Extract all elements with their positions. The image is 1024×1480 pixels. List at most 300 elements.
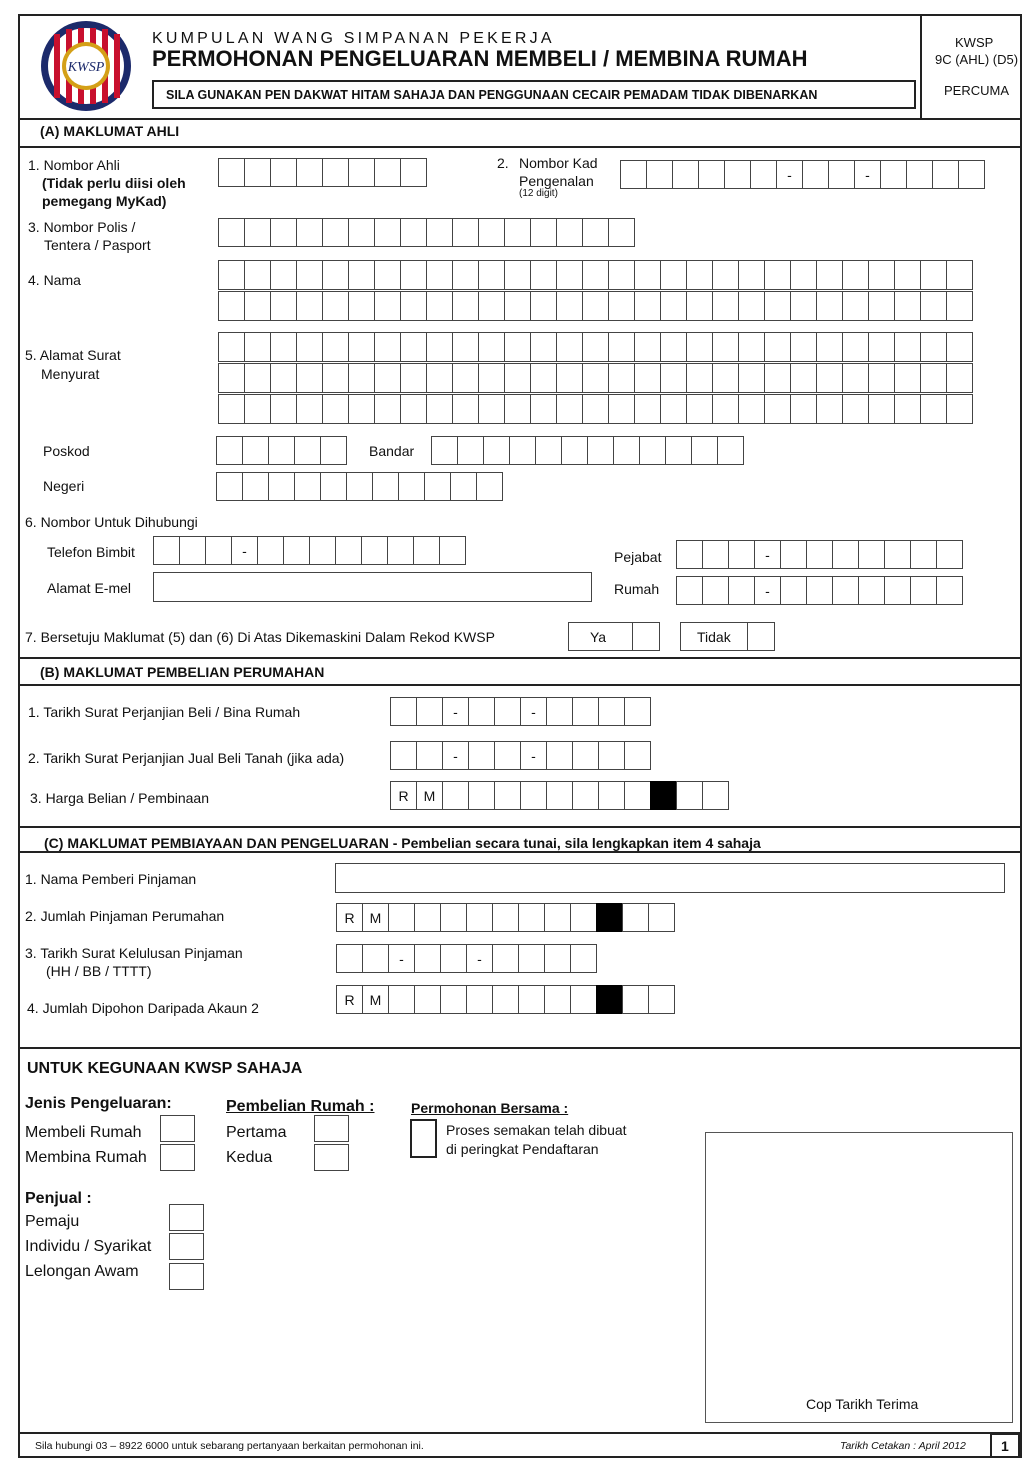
- char-cell[interactable]: [676, 576, 703, 605]
- char-cell[interactable]: [270, 363, 297, 393]
- char-cell[interactable]: [390, 741, 417, 770]
- char-cell[interactable]: [414, 985, 441, 1014]
- char-cell[interactable]: [218, 158, 245, 187]
- address-cells[interactable]: [218, 332, 972, 425]
- char-cell[interactable]: [294, 436, 321, 465]
- char-cell[interactable]: [468, 781, 495, 810]
- char-cell[interactable]: [374, 363, 401, 393]
- char-cell[interactable]: [738, 291, 765, 321]
- char-cell[interactable]: [320, 436, 347, 465]
- char-cell[interactable]: [932, 160, 959, 189]
- char-cell[interactable]: [452, 218, 479, 247]
- char-cell[interactable]: [322, 218, 349, 247]
- withdrawal-amount-cells[interactable]: [336, 985, 674, 1014]
- char-cell[interactable]: [790, 260, 817, 290]
- char-cell[interactable]: [598, 697, 625, 726]
- char-cell[interactable]: [816, 260, 843, 290]
- char-cell[interactable]: [561, 436, 588, 465]
- char-cell[interactable]: [450, 472, 477, 501]
- purchase-price-cells[interactable]: [390, 781, 728, 810]
- char-cell[interactable]: [530, 291, 557, 321]
- char-cell[interactable]: [400, 260, 427, 290]
- char-cell[interactable]: [660, 394, 687, 424]
- char-cell[interactable]: [634, 260, 661, 290]
- char-cell[interactable]: [920, 394, 947, 424]
- char-cell[interactable]: [686, 363, 713, 393]
- char-cell[interactable]: [622, 985, 649, 1014]
- char-cell[interactable]: [494, 781, 521, 810]
- char-cell[interactable]: [518, 944, 545, 973]
- purchase-agreement-date-cells[interactable]: [390, 697, 650, 726]
- char-cell[interactable]: [686, 260, 713, 290]
- char-cell[interactable]: [504, 332, 531, 362]
- char-cell[interactable]: [622, 903, 649, 932]
- char-cell[interactable]: [494, 697, 521, 726]
- char-cell[interactable]: [504, 291, 531, 321]
- char-cell[interactable]: [442, 781, 469, 810]
- char-cell[interactable]: [296, 291, 323, 321]
- char-cell[interactable]: [582, 260, 609, 290]
- char-cell[interactable]: [544, 985, 571, 1014]
- individual-company-checkbox[interactable]: [169, 1233, 204, 1260]
- char-cell[interactable]: [426, 363, 453, 393]
- char-cell[interactable]: [440, 985, 467, 1014]
- developer-checkbox[interactable]: [169, 1204, 204, 1231]
- char-cell[interactable]: [676, 540, 703, 569]
- char-cell[interactable]: [374, 332, 401, 362]
- char-cell[interactable]: [598, 741, 625, 770]
- char-cell[interactable]: [608, 260, 635, 290]
- char-cell[interactable]: [322, 363, 349, 393]
- char-cell[interactable]: [556, 291, 583, 321]
- char-cell[interactable]: [244, 291, 271, 321]
- char-cell[interactable]: [426, 394, 453, 424]
- char-cell[interactable]: [920, 332, 947, 362]
- char-cell[interactable]: [504, 260, 531, 290]
- char-cell[interactable]: [828, 160, 855, 189]
- char-cell[interactable]: [946, 363, 973, 393]
- char-cell[interactable]: [816, 394, 843, 424]
- char-cell[interactable]: [294, 472, 321, 501]
- char-cell[interactable]: [492, 903, 519, 932]
- char-cell[interactable]: [478, 394, 505, 424]
- char-cell[interactable]: [348, 218, 375, 247]
- char-cell[interactable]: [414, 944, 441, 973]
- char-cell[interactable]: [832, 576, 859, 605]
- city-cells[interactable]: [431, 436, 743, 465]
- char-cell[interactable]: [535, 436, 562, 465]
- char-cell[interactable]: [509, 436, 536, 465]
- char-cell[interactable]: [336, 944, 363, 973]
- char-cell[interactable]: [572, 697, 599, 726]
- char-cell[interactable]: [738, 332, 765, 362]
- char-cell[interactable]: [556, 363, 583, 393]
- char-cell[interactable]: [270, 260, 297, 290]
- char-cell[interactable]: [691, 436, 718, 465]
- char-cell[interactable]: [648, 985, 675, 1014]
- char-cell[interactable]: [936, 576, 963, 605]
- char-cell[interactable]: [452, 332, 479, 362]
- char-cell[interactable]: [544, 903, 571, 932]
- char-cell[interactable]: [790, 332, 817, 362]
- char-cell[interactable]: [570, 944, 597, 973]
- char-cell[interactable]: [780, 540, 807, 569]
- char-cell[interactable]: [335, 536, 362, 565]
- char-cell[interactable]: [858, 540, 885, 569]
- char-cell[interactable]: [894, 260, 921, 290]
- char-cell[interactable]: [842, 332, 869, 362]
- char-cell[interactable]: [374, 394, 401, 424]
- char-cell[interactable]: [910, 540, 937, 569]
- char-cell[interactable]: [832, 540, 859, 569]
- char-cell[interactable]: [530, 332, 557, 362]
- char-cell[interactable]: [806, 576, 833, 605]
- char-cell[interactable]: [936, 540, 963, 569]
- char-cell[interactable]: [452, 394, 479, 424]
- char-cell[interactable]: [780, 576, 807, 605]
- char-cell[interactable]: [257, 536, 284, 565]
- char-cell[interactable]: [738, 394, 765, 424]
- char-cell[interactable]: [372, 472, 399, 501]
- char-cell[interactable]: [468, 697, 495, 726]
- char-cell[interactable]: [361, 536, 388, 565]
- char-cell[interactable]: [717, 436, 744, 465]
- police-passport-cells[interactable]: [218, 218, 634, 247]
- char-cell[interactable]: [868, 363, 895, 393]
- char-cell[interactable]: [702, 576, 729, 605]
- char-cell[interactable]: [946, 394, 973, 424]
- char-cell[interactable]: [738, 260, 765, 290]
- char-cell[interactable]: [388, 985, 415, 1014]
- char-cell[interactable]: [712, 394, 739, 424]
- char-cell[interactable]: [894, 394, 921, 424]
- char-cell[interactable]: [242, 436, 269, 465]
- char-cell[interactable]: [348, 394, 375, 424]
- char-cell[interactable]: [504, 394, 531, 424]
- char-cell[interactable]: [390, 697, 417, 726]
- char-cell[interactable]: [634, 291, 661, 321]
- char-cell[interactable]: [764, 363, 791, 393]
- char-cell[interactable]: [712, 260, 739, 290]
- home-phone-cells[interactable]: [676, 576, 962, 605]
- char-cell[interactable]: [816, 291, 843, 321]
- char-cell[interactable]: [518, 985, 545, 1014]
- char-cell[interactable]: [400, 363, 427, 393]
- char-cell[interactable]: [478, 363, 505, 393]
- char-cell[interactable]: [476, 472, 503, 501]
- char-cell[interactable]: [894, 332, 921, 362]
- mobile-cells[interactable]: [153, 536, 465, 565]
- char-cell[interactable]: [270, 394, 297, 424]
- char-cell[interactable]: [530, 363, 557, 393]
- char-cell[interactable]: [646, 160, 673, 189]
- char-cell[interactable]: [910, 576, 937, 605]
- char-cell[interactable]: [424, 472, 451, 501]
- char-cell[interactable]: [322, 260, 349, 290]
- char-cell[interactable]: [388, 903, 415, 932]
- char-cell[interactable]: [440, 944, 467, 973]
- char-cell[interactable]: [216, 472, 243, 501]
- buy-house-checkbox[interactable]: [160, 1115, 195, 1142]
- char-cell[interactable]: [634, 363, 661, 393]
- char-cell[interactable]: [362, 944, 389, 973]
- char-cell[interactable]: [582, 363, 609, 393]
- char-cell[interactable]: [702, 540, 729, 569]
- char-cell[interactable]: [296, 158, 323, 187]
- char-cell[interactable]: [431, 436, 458, 465]
- char-cell[interactable]: [712, 363, 739, 393]
- char-cell[interactable]: [842, 363, 869, 393]
- char-cell[interactable]: [309, 536, 336, 565]
- char-cell[interactable]: [322, 291, 349, 321]
- char-cell[interactable]: [242, 472, 269, 501]
- char-cell[interactable]: [608, 291, 635, 321]
- char-cell[interactable]: [218, 291, 245, 321]
- char-cell[interactable]: [348, 260, 375, 290]
- char-cell[interactable]: [624, 697, 651, 726]
- char-cell[interactable]: [556, 260, 583, 290]
- char-cell[interactable]: [466, 903, 493, 932]
- char-cell[interactable]: [270, 218, 297, 247]
- char-cell[interactable]: [270, 158, 297, 187]
- char-cell[interactable]: [413, 536, 440, 565]
- char-cell[interactable]: [816, 332, 843, 362]
- char-cell[interactable]: [660, 260, 687, 290]
- char-cell[interactable]: [268, 472, 295, 501]
- char-cell[interactable]: [270, 291, 297, 321]
- char-cell[interactable]: [546, 697, 573, 726]
- char-cell[interactable]: [320, 472, 347, 501]
- char-cell[interactable]: [634, 394, 661, 424]
- char-cell[interactable]: [218, 363, 245, 393]
- char-cell[interactable]: [439, 536, 466, 565]
- char-cell[interactable]: [868, 394, 895, 424]
- char-cell[interactable]: [660, 363, 687, 393]
- char-cell[interactable]: [608, 363, 635, 393]
- consent-yes-checkbox[interactable]: [632, 622, 660, 651]
- char-cell[interactable]: [244, 332, 271, 362]
- char-cell[interactable]: [702, 781, 729, 810]
- char-cell[interactable]: [244, 394, 271, 424]
- char-cell[interactable]: [620, 160, 647, 189]
- char-cell[interactable]: [556, 394, 583, 424]
- char-cell[interactable]: [414, 903, 441, 932]
- char-cell[interactable]: [698, 160, 725, 189]
- char-cell[interactable]: [426, 291, 453, 321]
- char-cell[interactable]: [906, 160, 933, 189]
- consent-no-checkbox[interactable]: [747, 622, 775, 651]
- email-field[interactable]: [153, 572, 592, 602]
- char-cell[interactable]: [296, 260, 323, 290]
- char-cell[interactable]: [398, 472, 425, 501]
- first-purchase-checkbox[interactable]: [314, 1115, 349, 1142]
- char-cell[interactable]: [296, 332, 323, 362]
- char-cell[interactable]: [648, 903, 675, 932]
- char-cell[interactable]: [426, 218, 453, 247]
- char-cell[interactable]: [806, 540, 833, 569]
- char-cell[interactable]: [868, 291, 895, 321]
- char-cell[interactable]: [270, 332, 297, 362]
- char-cell[interactable]: [268, 436, 295, 465]
- char-cell[interactable]: [478, 332, 505, 362]
- char-cell[interactable]: [478, 291, 505, 321]
- postcode-cells[interactable]: [216, 436, 346, 465]
- char-cell[interactable]: [660, 291, 687, 321]
- char-cell[interactable]: [504, 218, 531, 247]
- char-cell[interactable]: [179, 536, 206, 565]
- member-number-cells[interactable]: [218, 158, 426, 187]
- char-cell[interactable]: [374, 260, 401, 290]
- char-cell[interactable]: [457, 436, 484, 465]
- char-cell[interactable]: [712, 291, 739, 321]
- char-cell[interactable]: [400, 394, 427, 424]
- char-cell[interactable]: [920, 291, 947, 321]
- char-cell[interactable]: [764, 291, 791, 321]
- char-cell[interactable]: [530, 260, 557, 290]
- char-cell[interactable]: [842, 260, 869, 290]
- char-cell[interactable]: [492, 985, 519, 1014]
- land-agreement-date-cells[interactable]: [390, 741, 650, 770]
- char-cell[interactable]: [884, 576, 911, 605]
- char-cell[interactable]: [546, 741, 573, 770]
- char-cell[interactable]: [686, 394, 713, 424]
- char-cell[interactable]: [440, 903, 467, 932]
- char-cell[interactable]: [520, 781, 547, 810]
- char-cell[interactable]: [582, 332, 609, 362]
- joint-application-checkbox[interactable]: [410, 1119, 437, 1158]
- char-cell[interactable]: [466, 985, 493, 1014]
- char-cell[interactable]: [686, 332, 713, 362]
- char-cell[interactable]: [582, 291, 609, 321]
- char-cell[interactable]: [244, 218, 271, 247]
- char-cell[interactable]: [374, 218, 401, 247]
- char-cell[interactable]: [244, 158, 271, 187]
- char-cell[interactable]: [582, 394, 609, 424]
- char-cell[interactable]: [348, 332, 375, 362]
- char-cell[interactable]: [452, 363, 479, 393]
- char-cell[interactable]: [296, 363, 323, 393]
- char-cell[interactable]: [348, 291, 375, 321]
- char-cell[interactable]: [216, 436, 243, 465]
- char-cell[interactable]: [244, 260, 271, 290]
- char-cell[interactable]: [572, 741, 599, 770]
- char-cell[interactable]: [946, 332, 973, 362]
- ic-number-cells[interactable]: [620, 160, 984, 189]
- char-cell[interactable]: [634, 332, 661, 362]
- char-cell[interactable]: [868, 260, 895, 290]
- char-cell[interactable]: [530, 218, 557, 247]
- char-cell[interactable]: [738, 363, 765, 393]
- office-phone-cells[interactable]: [676, 540, 962, 569]
- char-cell[interactable]: [348, 158, 375, 187]
- char-cell[interactable]: [556, 332, 583, 362]
- char-cell[interactable]: [884, 540, 911, 569]
- char-cell[interactable]: [556, 218, 583, 247]
- char-cell[interactable]: [546, 781, 573, 810]
- char-cell[interactable]: [153, 536, 180, 565]
- char-cell[interactable]: [416, 697, 443, 726]
- char-cell[interactable]: [920, 260, 947, 290]
- char-cell[interactable]: [544, 944, 571, 973]
- char-cell[interactable]: [946, 260, 973, 290]
- approval-date-cells[interactable]: [336, 944, 596, 973]
- char-cell[interactable]: [426, 332, 453, 362]
- char-cell[interactable]: [468, 741, 495, 770]
- char-cell[interactable]: [530, 394, 557, 424]
- char-cell[interactable]: [296, 218, 323, 247]
- char-cell[interactable]: [764, 260, 791, 290]
- char-cell[interactable]: [452, 291, 479, 321]
- char-cell[interactable]: [322, 394, 349, 424]
- char-cell[interactable]: [400, 332, 427, 362]
- name-cells[interactable]: [218, 260, 972, 322]
- char-cell[interactable]: [348, 363, 375, 393]
- char-cell[interactable]: [346, 472, 373, 501]
- char-cell[interactable]: [218, 394, 245, 424]
- char-cell[interactable]: [483, 436, 510, 465]
- char-cell[interactable]: [802, 160, 829, 189]
- char-cell[interactable]: [416, 741, 443, 770]
- char-cell[interactable]: [842, 394, 869, 424]
- char-cell[interactable]: [244, 363, 271, 393]
- char-cell[interactable]: [608, 394, 635, 424]
- char-cell[interactable]: [296, 394, 323, 424]
- char-cell[interactable]: [816, 363, 843, 393]
- char-cell[interactable]: [452, 260, 479, 290]
- char-cell[interactable]: [790, 363, 817, 393]
- char-cell[interactable]: [598, 781, 625, 810]
- char-cell[interactable]: [218, 218, 245, 247]
- char-cell[interactable]: [492, 944, 519, 973]
- char-cell[interactable]: [868, 332, 895, 362]
- char-cell[interactable]: [608, 218, 635, 247]
- lender-name-field[interactable]: [335, 863, 1005, 893]
- char-cell[interactable]: [686, 291, 713, 321]
- char-cell[interactable]: [946, 291, 973, 321]
- char-cell[interactable]: [790, 291, 817, 321]
- char-cell[interactable]: [958, 160, 985, 189]
- build-house-checkbox[interactable]: [160, 1144, 195, 1171]
- char-cell[interactable]: [728, 540, 755, 569]
- char-cell[interactable]: [400, 291, 427, 321]
- char-cell[interactable]: [894, 291, 921, 321]
- char-cell[interactable]: [322, 332, 349, 362]
- char-cell[interactable]: [374, 291, 401, 321]
- char-cell[interactable]: [672, 160, 699, 189]
- auction-checkbox[interactable]: [169, 1263, 204, 1290]
- char-cell[interactable]: [205, 536, 232, 565]
- char-cell[interactable]: [639, 436, 666, 465]
- char-cell[interactable]: [920, 363, 947, 393]
- char-cell[interactable]: [624, 781, 651, 810]
- char-cell[interactable]: [374, 158, 401, 187]
- char-cell[interactable]: [858, 576, 885, 605]
- char-cell[interactable]: [572, 781, 599, 810]
- char-cell[interactable]: [660, 332, 687, 362]
- char-cell[interactable]: [764, 332, 791, 362]
- char-cell[interactable]: [504, 363, 531, 393]
- char-cell[interactable]: [218, 260, 245, 290]
- char-cell[interactable]: [570, 903, 597, 932]
- char-cell[interactable]: [400, 218, 427, 247]
- char-cell[interactable]: [790, 394, 817, 424]
- char-cell[interactable]: [570, 985, 597, 1014]
- char-cell[interactable]: [613, 436, 640, 465]
- loan-amount-cells[interactable]: [336, 903, 674, 932]
- char-cell[interactable]: [624, 741, 651, 770]
- char-cell[interactable]: [322, 158, 349, 187]
- char-cell[interactable]: [750, 160, 777, 189]
